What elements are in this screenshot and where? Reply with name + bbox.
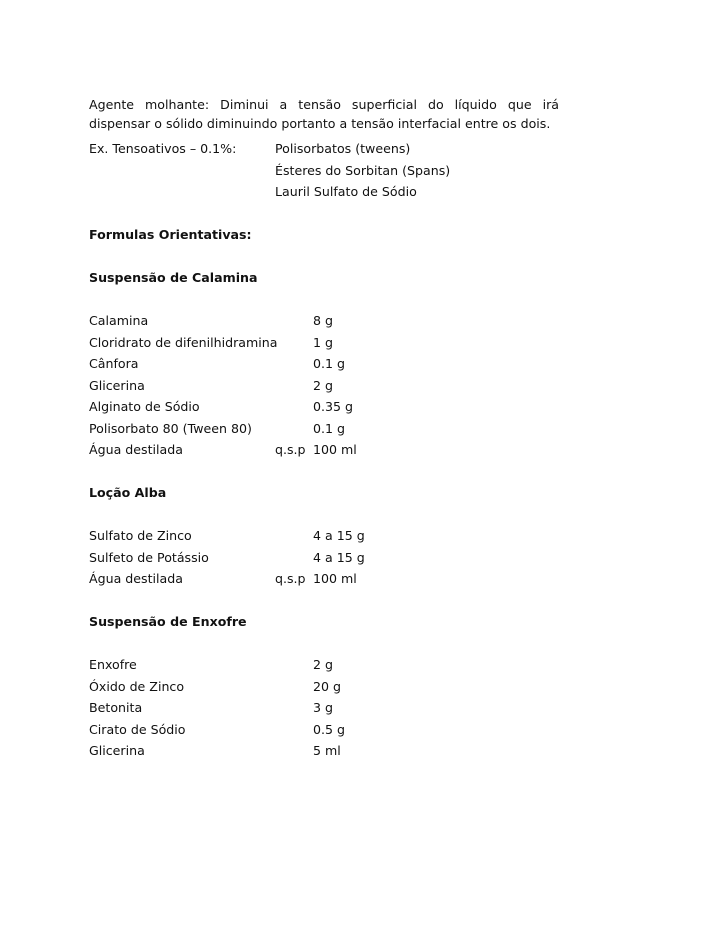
ingredient-qty: 0.5 g	[313, 721, 346, 737]
ingredient-row	[89, 332, 559, 354]
tensoativos-block	[89, 138, 559, 203]
ingredient-qty: 4 a 15 g	[313, 549, 365, 565]
calamina-section	[89, 267, 559, 461]
ingredient-row	[89, 375, 559, 397]
ingredient-qty: 2 g	[313, 657, 334, 672]
tensoativos-item: Ésteres do Sorbitan (Spans)	[275, 162, 451, 178]
enxofre-section	[89, 611, 559, 762]
document-page	[89, 95, 559, 762]
ingredient-name: Cirato de Sódio	[89, 721, 186, 737]
tensoativos-row	[89, 181, 559, 203]
ingredient-name: Sulfato de Zinco	[89, 528, 192, 543]
alba-section	[89, 482, 559, 590]
ingredient-name: Enxofre	[89, 657, 137, 672]
ingredient-name: Cloridrato de difenilhidramina	[89, 334, 278, 350]
ingredient-row	[89, 310, 559, 332]
ingredient-name: Água destilada	[89, 571, 183, 586]
ingredient-qty: 0.1 g	[313, 420, 346, 436]
tensoativos-label: Ex. Tensoativos – 0.1%:	[89, 141, 237, 156]
section-title: Suspensão de Calamina	[89, 270, 258, 285]
ingredient-qty: 100 ml	[313, 442, 357, 457]
formulas-heading: Formulas Orientativas:	[89, 227, 252, 242]
ingredient-qty: 3 g	[313, 700, 334, 715]
ingredient-qty: 2 g	[313, 377, 334, 393]
ingredient-name: Cânfora	[89, 356, 139, 371]
ingredient-qty: 20 g	[313, 678, 342, 694]
tensoativos-item: Polisorbatos (tweens)	[275, 141, 411, 156]
ingredient-qsp: q.s.p	[275, 571, 306, 586]
section-title: Suspensão de Enxofre	[89, 614, 247, 629]
ingredient-qty: 100 ml	[313, 571, 357, 586]
ingredient-row	[89, 396, 559, 418]
ingredient-name: Polisorbato 80 (Tween 80)	[89, 420, 252, 436]
tensoativos-item: Lauril Sulfato de Sódio	[275, 184, 417, 199]
ingredient-qty: 0.35 g	[313, 399, 354, 414]
tensoativos-row	[89, 138, 559, 160]
ingredient-row	[89, 439, 559, 461]
ingredient-row	[89, 525, 559, 547]
ingredient-row	[89, 697, 559, 719]
ingredient-row	[89, 547, 559, 569]
ingredient-row	[89, 719, 559, 741]
ingredient-qty: 8 g	[313, 313, 334, 328]
ingredient-row	[89, 654, 559, 676]
ingredient-name: Betonita	[89, 700, 143, 715]
ingredient-name: Calamina	[89, 313, 149, 328]
intro-paragraph: Agente molhante: Diminui a tensão superficial do líquido que irá dispensar o sólido diminuindo portanto a tensão interfacial entre os dois.	[89, 97, 559, 131]
ingredient-qty: 5 ml	[313, 743, 341, 758]
ingredient-row	[89, 353, 559, 375]
ingredient-row	[89, 418, 559, 440]
ingredient-name: Glicerina	[89, 377, 145, 393]
ingredient-name: Sulfeto de Potássio	[89, 549, 209, 565]
tensoativos-row	[89, 160, 559, 182]
ingredient-qsp: q.s.p	[275, 442, 306, 457]
ingredient-qty: 4 a 15 g	[313, 528, 365, 543]
ingredient-row	[89, 740, 559, 762]
ingredient-qty: 1 g	[313, 334, 334, 350]
ingredient-row	[89, 568, 559, 590]
ingredient-name: Glicerina	[89, 743, 145, 758]
section-title: Loção Alba	[89, 485, 167, 500]
ingredient-name: Água destilada	[89, 442, 183, 457]
ingredient-row	[89, 676, 559, 698]
ingredient-qty: 0.1 g	[313, 356, 346, 371]
ingredient-name: Óxido de Zinco	[89, 678, 185, 694]
ingredient-name: Alginato de Sódio	[89, 399, 200, 414]
